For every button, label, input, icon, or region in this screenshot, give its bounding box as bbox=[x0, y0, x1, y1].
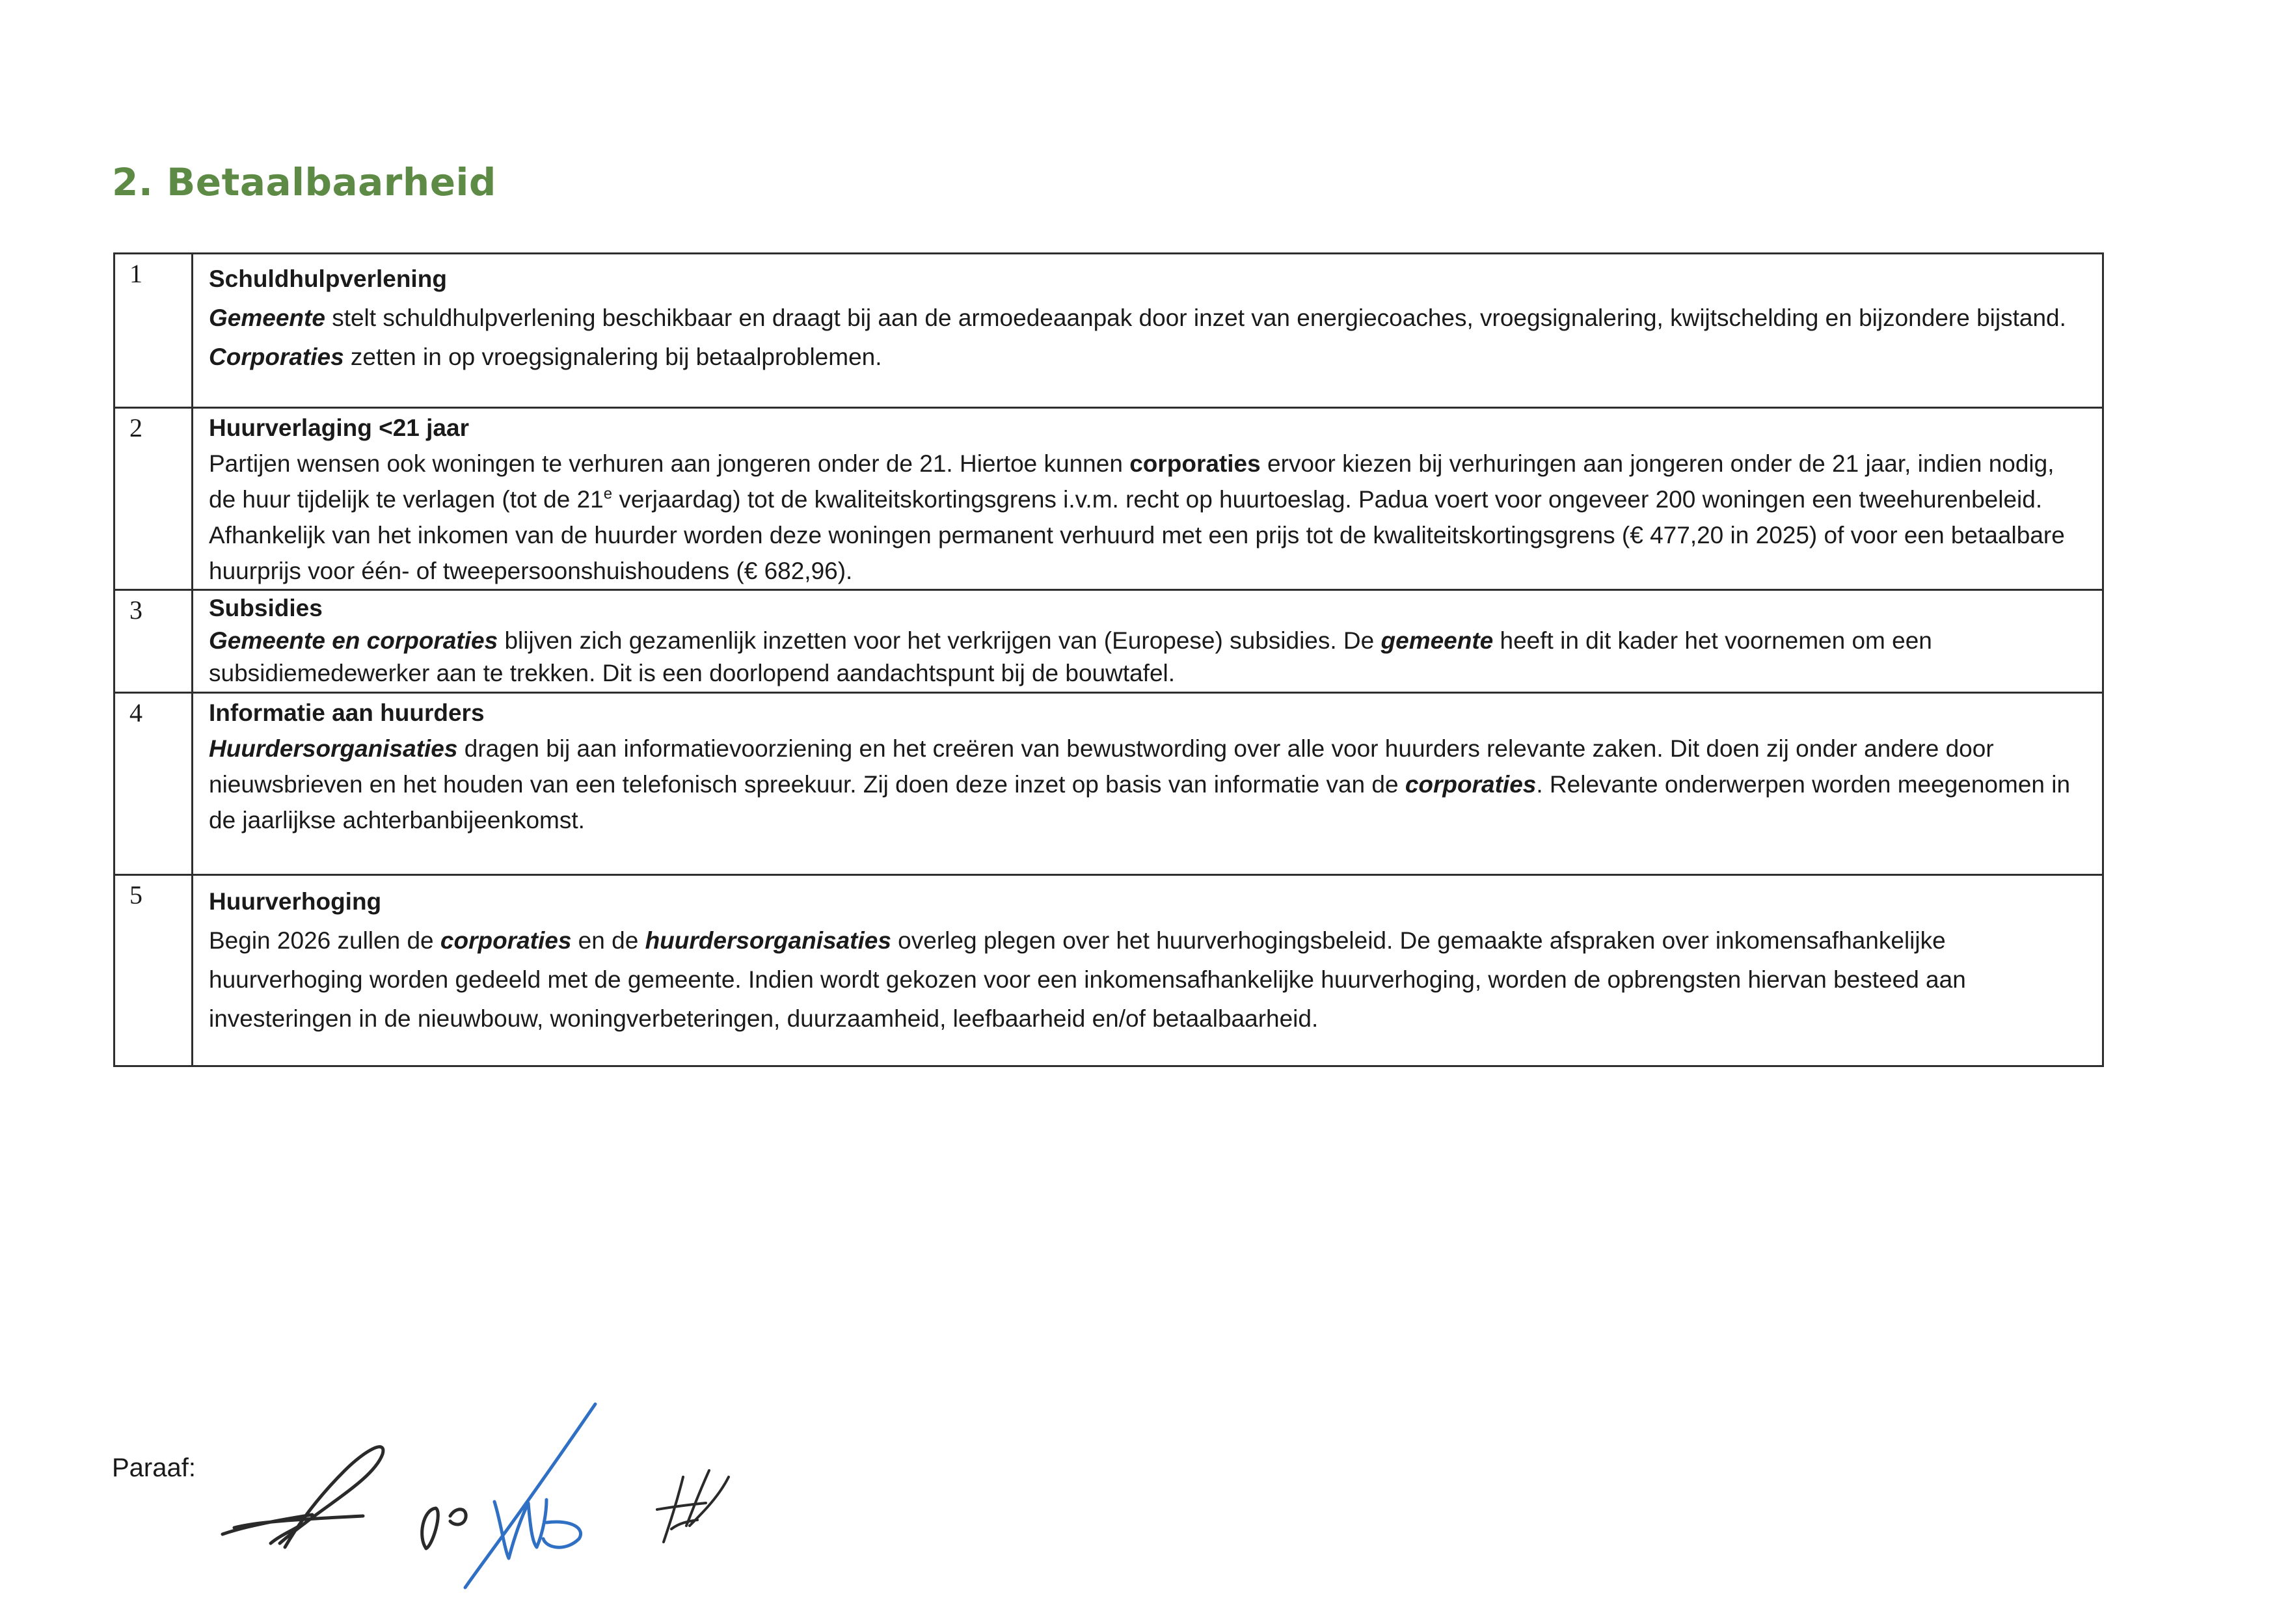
text-run: dragen bij aan informatievoorziening en het creëren van bewustwording over alle voor huurders relevante zaken. Dit doen zij onder andere door nieuwsbrieven en het houden van een telefonisch spreekuur. Zij doen deze inzet op basis van informatie van de bbox=[209, 735, 1994, 798]
text-run: Corporaties bbox=[209, 344, 344, 370]
text-run: stelt schuldhulpverlening beschikbaar en draagt bij aan de armoedeaanpak door inzet van energiecoaches, vroegsignalering, kwijtschelding en bijzondere bijstand. bbox=[325, 304, 2066, 331]
row-content bbox=[193, 254, 2103, 408]
row-heading: Informatie aan huurders bbox=[209, 699, 485, 726]
initials-signatures bbox=[208, 1392, 768, 1601]
table-row bbox=[114, 590, 2103, 693]
row-heading: Subsidies bbox=[209, 595, 323, 621]
text-run: Huurdersorganisaties bbox=[209, 735, 458, 762]
text-run: heeft in dit kader het voornemen om een subsidiemedewerker aan te trekken. Dit is een doorlopend aandachtspunt bij de bouwtafel. bbox=[209, 627, 1932, 686]
row-content bbox=[193, 875, 2103, 1066]
row-text bbox=[209, 625, 2086, 690]
row-text bbox=[209, 446, 2086, 589]
row-text bbox=[209, 731, 2086, 838]
row-number: 5 bbox=[114, 875, 193, 1066]
text-run: verjaardag) tot de kwaliteitskortingsgrens i.v.m. recht op huurtoeslag. Padua voert voor ongeveer 200 woningen een tweehurenbeleid. Afhankelijk van het inkomen van de huurder worden deze woningen permanent verhuurd met een prijs tot de kwaliteitskortingsgrens (€ 477,20 in 2025) of voor een betaalbare huurprijs voor één- of tweepersoonshuishoudens (€ 682,96). bbox=[209, 486, 2065, 584]
row-content bbox=[193, 408, 2103, 590]
text-run: gemeente bbox=[1381, 627, 1494, 654]
signature-1 bbox=[222, 1447, 383, 1547]
agreements-table bbox=[113, 252, 2104, 1067]
text-run: corporaties bbox=[1405, 771, 1537, 798]
text-run: Gemeente bbox=[209, 304, 325, 331]
table-row bbox=[114, 693, 2103, 875]
table-row bbox=[114, 408, 2103, 590]
row-content bbox=[193, 693, 2103, 875]
text-run: zetten in op vroegsignalering bij betaalproblemen. bbox=[344, 344, 882, 370]
signature-2 bbox=[422, 1404, 595, 1588]
text-run: blijven zich gezamenlijk inzetten voor het verkrijgen van (Europese) subsidies. De bbox=[498, 627, 1381, 654]
row-heading: Schuldhulpverlening bbox=[209, 265, 447, 292]
signature-3 bbox=[657, 1470, 729, 1542]
text-run: Gemeente en corporaties bbox=[209, 627, 498, 654]
text-run: e bbox=[603, 485, 613, 503]
text-run: huurdersorganisaties bbox=[645, 927, 891, 954]
row-heading: Huurverlaging <21 jaar bbox=[209, 414, 469, 441]
paraaf-label: Paraaf: bbox=[112, 1454, 196, 1482]
row-text bbox=[209, 299, 2086, 377]
row-number: 2 bbox=[114, 408, 193, 590]
text-run: corporaties bbox=[1129, 450, 1261, 477]
text-run: ervoor kiezen bij verhuringen aan jongeren onder de 21 jaar, indien nodig, de huur tijdelijk te verlagen (tot de 21 bbox=[209, 450, 2054, 513]
row-number: 3 bbox=[114, 590, 193, 693]
text-run: en de bbox=[571, 927, 645, 954]
text-run: corporaties bbox=[440, 927, 572, 954]
text-run: . Relevante onderwerpen worden meegenomen in de jaarlijkse achterbanbijeenkomst. bbox=[209, 771, 2071, 833]
text-run: Begin 2026 zullen de bbox=[209, 927, 440, 954]
row-text bbox=[209, 921, 2086, 1038]
row-number: 4 bbox=[114, 693, 193, 875]
text-run: Partijen wensen ook woningen te verhuren aan jongeren onder de 21. Hiertoe kunnen bbox=[209, 450, 1130, 477]
section-title: 2. Betaalbaarheid bbox=[112, 160, 496, 204]
text-run: overleg plegen over het huurverhogingsbeleid. De gemaakte afspraken over inkomensafhankelijke huurverhoging worden gedeeld met de gemeente. Indien wordt gekozen voor een inkomensafhankelijke huurverhoging, worden de opbrengsten hiervan besteed aan investeringen in de nieuwbouw, woningverbeteringen, duurzaamheid, leefbaarheid en/of betaalbaarheid. bbox=[209, 927, 1966, 1032]
table-row bbox=[114, 875, 2103, 1066]
row-heading: Huurverhoging bbox=[209, 888, 382, 915]
row-number: 1 bbox=[114, 254, 193, 408]
row-content bbox=[193, 590, 2103, 693]
table-row bbox=[114, 254, 2103, 408]
